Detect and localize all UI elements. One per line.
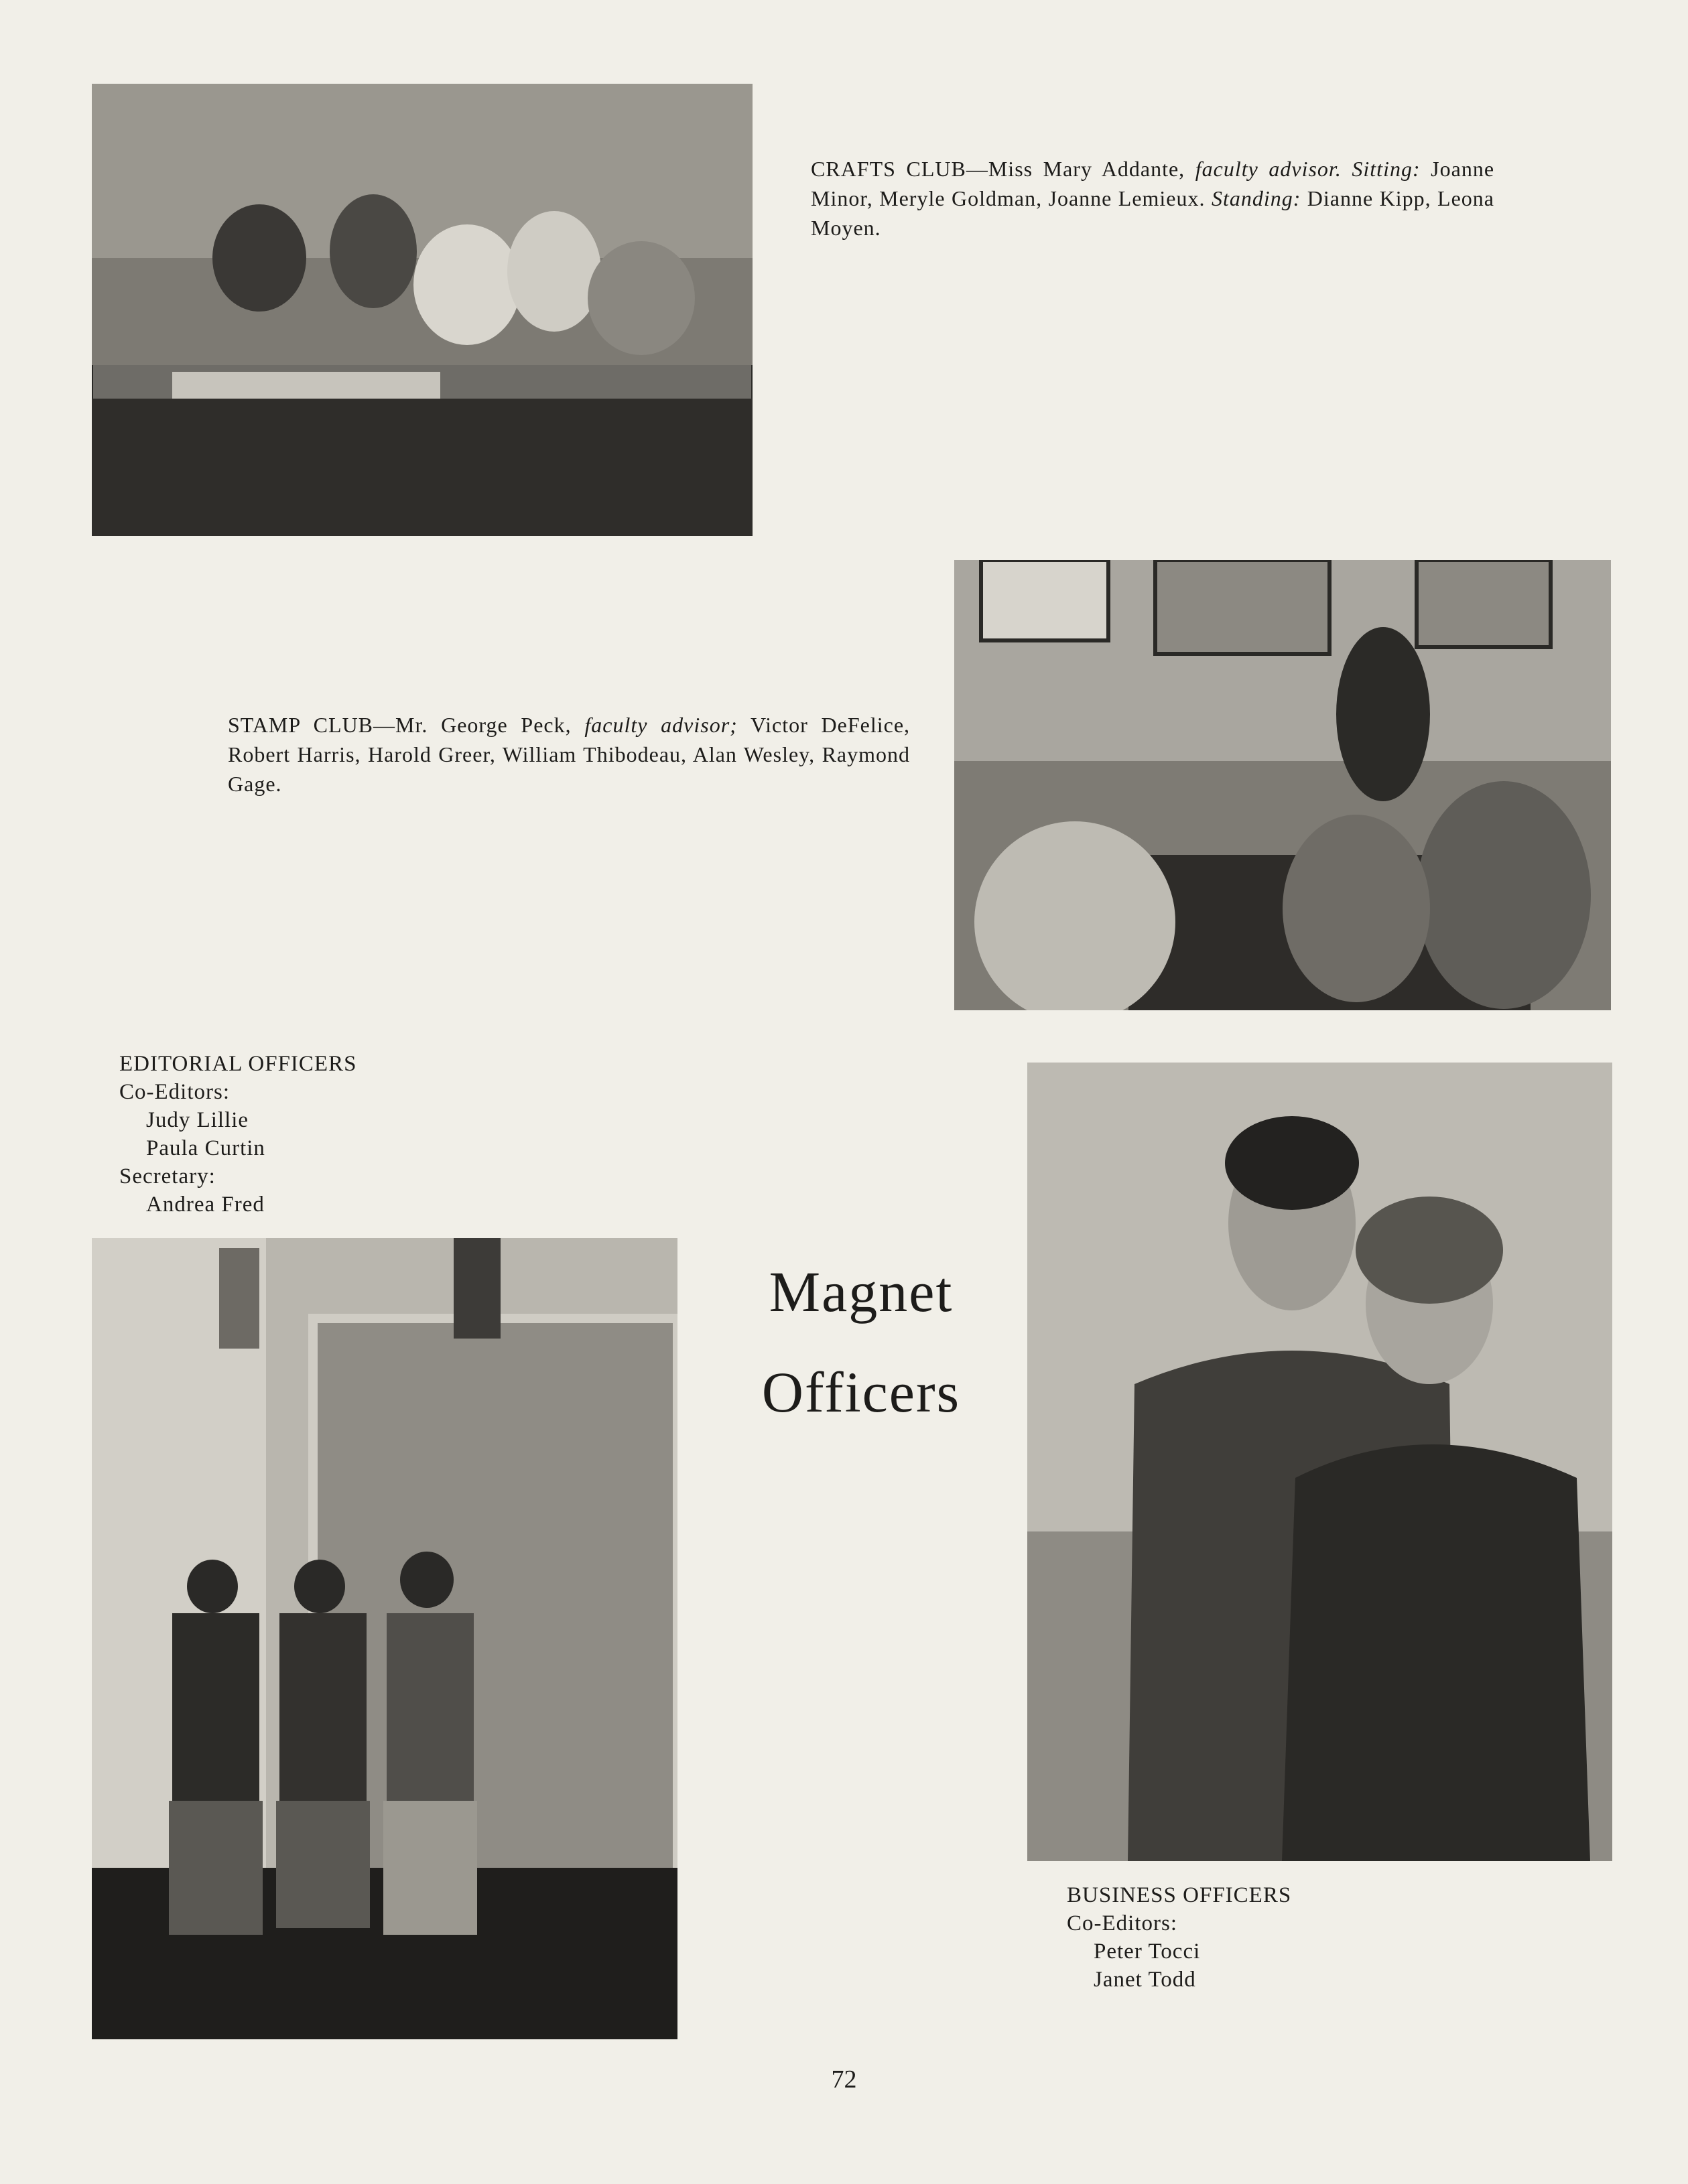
crafts-club-standing-label: Standing: xyxy=(1211,186,1301,210)
editorial-name: Andrea Fred xyxy=(146,1192,265,1217)
business-name: Janet Todd xyxy=(1094,1968,1196,1992)
editorial-name: Judy Lillie xyxy=(146,1108,249,1132)
crafts-club-standing-names: Dianne Kipp, Leona Moyen. xyxy=(811,186,1495,240)
editorial-name: Paula Curtin xyxy=(146,1136,265,1160)
page-number: 72 xyxy=(831,2065,857,2094)
crafts-club-advisor-role: faculty advisor. xyxy=(1195,157,1342,181)
crafts-club-caption xyxy=(811,154,1494,243)
stamp-club-caption xyxy=(228,710,910,799)
stamp-club-advisor-role: faculty advisor; xyxy=(584,713,738,737)
crafts-club-title: CRAFTS CLUB xyxy=(811,157,966,181)
crafts-club-advisor: —Miss Mary Addante, xyxy=(966,157,1195,181)
stamp-club-members: Victor DeFelice, Robert Harris, Harold Greer, William Thibodeau, Alan Wesley, Raymond Gage. xyxy=(228,713,911,796)
business-officers-photo xyxy=(1027,1063,1612,1861)
editorial-officers-photo xyxy=(92,1238,677,2039)
business-officers xyxy=(1067,1881,1291,1994)
crafts-club-sitting-label: Sitting: xyxy=(1352,157,1421,181)
crafts-club-sitting-names: Joanne Minor, Meryle Goldman, Joanne Lemieux. xyxy=(811,157,1495,210)
section-heading-line2: Officers xyxy=(761,1360,961,1424)
stamp-club-advisor: —Mr. George Peck, xyxy=(373,713,585,737)
section-heading xyxy=(727,1241,995,1442)
editorial-officers-heading: EDITORIAL OFFICERS xyxy=(119,1052,357,1076)
business-officers-heading: BUSINESS OFFICERS xyxy=(1067,1883,1292,1907)
crafts-club-photo xyxy=(92,84,753,536)
editorial-role-secretary: Secretary: xyxy=(119,1164,216,1188)
editorial-role-co-editors: Co-Editors: xyxy=(119,1080,230,1104)
stamp-club-photo xyxy=(954,560,1611,1010)
section-heading-line1: Magnet xyxy=(769,1259,954,1324)
business-role-co-editors: Co-Editors: xyxy=(1067,1911,1177,1935)
editorial-officers xyxy=(119,1050,356,1219)
stamp-club-title: STAMP CLUB xyxy=(228,713,374,737)
business-name: Peter Tocci xyxy=(1094,1939,1201,1964)
